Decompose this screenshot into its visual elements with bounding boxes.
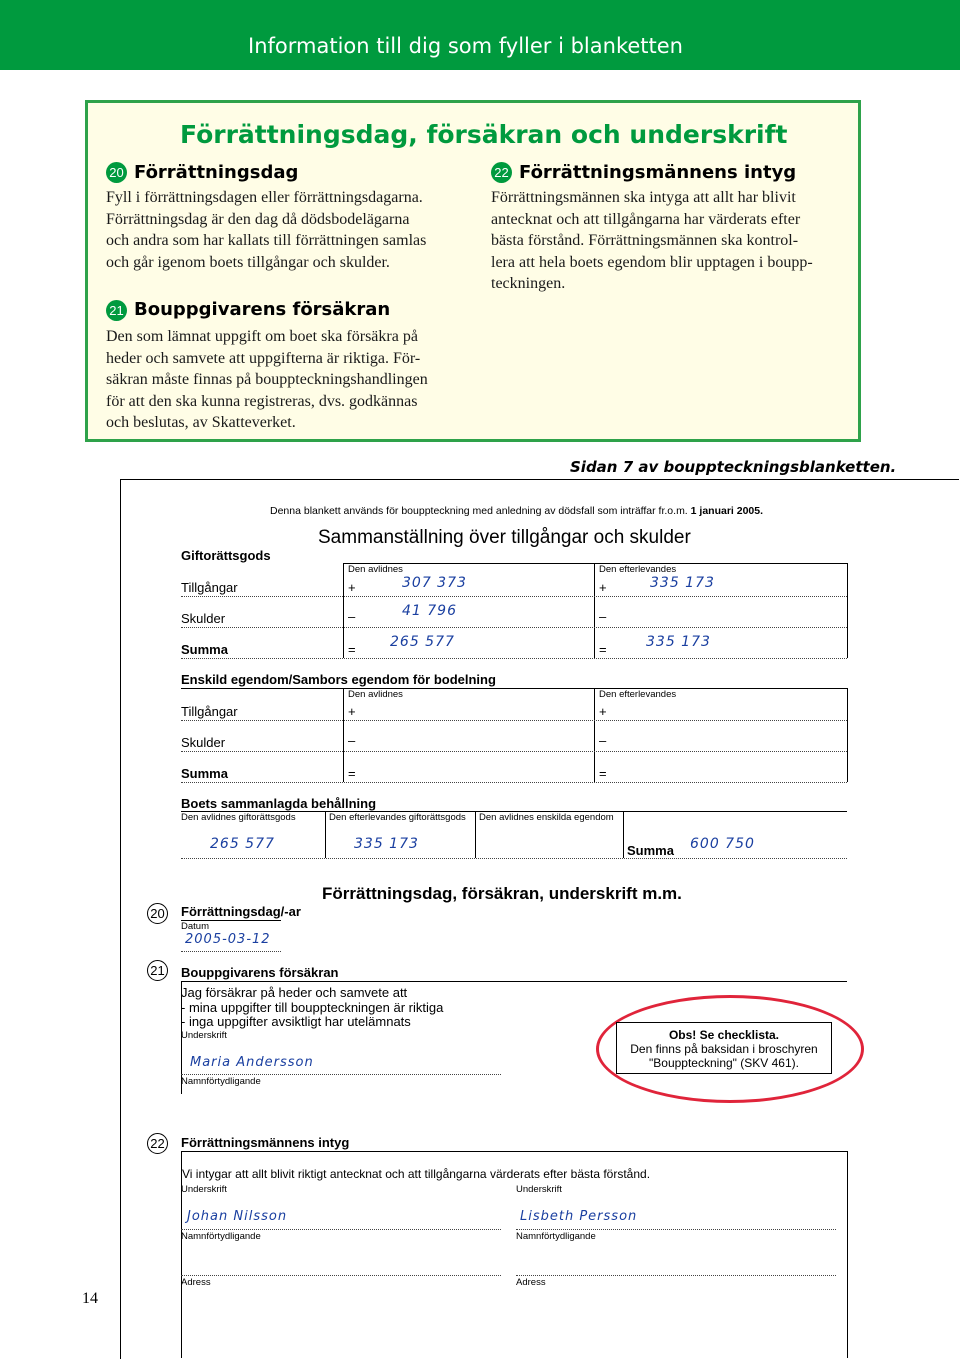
divider (475, 811, 476, 858)
form-number-20: 20 (147, 903, 168, 924)
eq-sign: = (599, 642, 607, 657)
form-title: Sammanställning över tillgångar och skulder (318, 527, 691, 548)
text-line: lera att hela boets egendom blir upptagen i boupp- (491, 253, 813, 271)
section-number-22: 22 (491, 162, 512, 183)
divider (343, 563, 344, 658)
col-efterlevandes-giftorattsgods: Den efterlevandes giftorättsgods (329, 812, 466, 823)
form-title-2: Förrättningsdag, försäkran, underskrift m.m. (322, 884, 682, 903)
boets-efterlevandes-value[interactable]: 335 173 (354, 836, 419, 852)
page-header-title: Information till dig som fyller i blanketten (248, 34, 683, 58)
row-summa: Summa (181, 766, 228, 781)
col-avlidnes-giftorattsgods: Den avlidnes giftorättsgods (181, 812, 296, 823)
section-number-21: 21 (106, 300, 127, 321)
divider (181, 858, 847, 859)
adress-label: Adress (516, 1277, 546, 1288)
divider (181, 1151, 182, 1358)
section-heading-20: Förrättningsdag (134, 162, 299, 183)
col-den-efterlevandes: Den efterlevandes (599, 689, 677, 700)
col-avlidnes-enskilda: Den avlidnes enskilda egendom (479, 812, 614, 823)
text-line: Förrättningsdag är den dag då dödsbodelägarna (106, 210, 410, 228)
col-den-avlidnes: Den avlidnes (348, 564, 403, 575)
text-line: och går igenom boets tillgångar och skulder. (106, 253, 390, 271)
section-text-22 (491, 187, 851, 295)
page-number: 14 (82, 1290, 98, 1307)
minus-sign: – (348, 733, 356, 748)
form-intro (270, 505, 763, 517)
efterlevandes-tillgangar-value[interactable]: 335 173 (650, 575, 715, 591)
text-line: - mina uppgifter till bouppteckningen är riktiga (181, 999, 444, 1015)
form-number-22: 22 (147, 1133, 168, 1154)
form-frame (120, 479, 959, 1359)
divider (847, 688, 848, 782)
underskrift-label: Underskrift (181, 1184, 227, 1195)
text-line: och beslutas, av Skatteverket. (106, 414, 296, 431)
namnfortydligande-label: Namnförtydligande (181, 1076, 261, 1087)
plus-sign: + (599, 580, 607, 595)
text-line: Den som lämnat uppgift om boet ska försäkra på (106, 328, 418, 345)
text-line: Förrättningsmännen ska intyga att allt har blivit (491, 189, 796, 206)
forrattningsdag-label: Förrättningsdag/-ar (181, 904, 301, 919)
forsakran-text (181, 986, 443, 1030)
minus-sign: – (348, 609, 356, 624)
text-line: och andra som har kallats till förrättningen samlas (106, 232, 427, 249)
forrattningsman-2-signature[interactable]: Lisbeth Persson (520, 1209, 638, 1224)
plus-sign: + (599, 704, 607, 719)
underskrift-label: Underskrift (516, 1184, 562, 1195)
divider (325, 811, 326, 858)
divider (181, 782, 847, 783)
divider (181, 1074, 501, 1075)
underskrift-label: Underskrift (181, 1030, 227, 1041)
text-line: teckningen. (491, 275, 566, 292)
intro-text: Denna blankett används för bouppteckning med anledning av dödsfall som inträffar fr.o.m. (270, 505, 688, 517)
col-den-efterlevandes: Den efterlevandes (599, 564, 677, 575)
section-heading-22: Förrättningsmännens intyg (519, 162, 797, 183)
row-skulder: Skulder (181, 611, 226, 626)
divider (594, 688, 595, 782)
row-summa: Summa (181, 642, 228, 657)
checklist-line: Den finns på baksidan i broschyren (630, 1042, 818, 1056)
form-number-21: 21 (147, 960, 168, 981)
divider (181, 1275, 501, 1276)
boets-summa-value[interactable]: 600 750 (690, 836, 755, 852)
eq-sign: = (348, 642, 356, 657)
text-line: Fyll i förrättningsdagen eller förrättningsdagarna. (106, 189, 423, 206)
checklist-notice (616, 1022, 832, 1074)
divider (594, 563, 595, 658)
divider (181, 658, 847, 659)
divider (343, 688, 344, 782)
text-line: - inga uppgifter avsiktligt har utelämnats (181, 1014, 411, 1029)
info-title: Förrättningsdag, försäkran och underskrift (180, 120, 788, 149)
divider (847, 563, 848, 658)
divider (181, 720, 847, 721)
row-tillgangar: Tillgångar (181, 704, 238, 719)
eq-sign: = (348, 766, 356, 781)
section-text-20 (106, 187, 476, 273)
divider (181, 751, 847, 752)
divider (181, 981, 847, 982)
avlidnes-summa-value[interactable]: 265 577 (390, 634, 455, 650)
text-line: för att den ska kunna registreras, dvs. godkännas (106, 392, 418, 410)
page-reference: Sidan 7 av bouppteckningsblanketten. (570, 458, 897, 476)
forrattningsman-1-signature[interactable]: Johan Nilsson (187, 1209, 288, 1224)
divider (181, 1151, 847, 1152)
divider (181, 951, 281, 952)
minus-sign: – (599, 609, 607, 624)
minus-sign: – (599, 733, 607, 748)
text-line: heder och samvete att uppgifterna är riktiga. För- (106, 349, 421, 367)
namnfortydligande-label: Namnförtydligande (516, 1231, 596, 1242)
divider (623, 811, 624, 858)
boets-avlidnes-value[interactable]: 265 577 (210, 836, 275, 852)
avlidnes-tillgangar-value[interactable]: 307 373 (402, 575, 467, 591)
bouppgivarens-label: Bouppgivarens försäkran (181, 965, 339, 980)
checklist-line: Obs! Se checklista. (668, 1028, 780, 1042)
bouppgivare-signature[interactable]: Maria Andersson (190, 1055, 314, 1070)
divider (516, 1275, 836, 1276)
section-heading-21: Bouppgivarens försäkran (134, 299, 391, 320)
forrattningsdag-date[interactable]: 2005-03-12 (185, 932, 271, 947)
text-line: bästa förstånd. Förrättningsmännen ska kontrol- (491, 232, 799, 249)
plus-sign: + (348, 580, 356, 595)
text-line: Jag försäkrar på heder och samvete att (181, 985, 408, 1000)
checklist-line: "Bouppteckning" (SKV 461). (649, 1056, 799, 1070)
row-skulder: Skulder (181, 735, 226, 750)
intro-date: 1 januari 2005. (690, 505, 764, 517)
efterlevandes-summa-value[interactable]: 335 173 (646, 634, 711, 650)
divider (181, 627, 847, 628)
avlidnes-skulder-value[interactable]: 41 796 (402, 603, 457, 619)
intyg-text: Vi intygar att allt blivit riktigt antecknat och att tillgångarna värderats efter bästa förstånd. (182, 1167, 651, 1181)
giftorattsgods-label: Giftorättsgods (181, 548, 271, 563)
namnfortydligande-label: Namnförtydligande (181, 1231, 261, 1242)
enskild-label: Enskild egendom/Sambors egendom för bodelning (181, 672, 496, 687)
text-line: antecknat och att tillgångarna har värderats efter (491, 210, 801, 228)
adress-label: Adress (181, 1277, 211, 1288)
divider (181, 688, 847, 689)
boets-label: Boets sammanlagda behållning (181, 796, 377, 811)
divider (516, 1229, 836, 1230)
datum-label: Datum (181, 921, 209, 932)
text-line: säkran måste finnas på bouppteckningshandlingen (106, 371, 428, 388)
divider (847, 1151, 848, 1358)
divider (181, 596, 847, 597)
divider (181, 1229, 501, 1230)
forrattningsmannens-label: Förrättningsmännens intyg (181, 1135, 350, 1150)
section-number-20: 20 (106, 162, 127, 183)
plus-sign: + (348, 704, 356, 719)
row-tillgangar: Tillgångar (181, 580, 238, 595)
section-text-21 (106, 326, 476, 434)
divider (343, 563, 848, 564)
eq-sign: = (599, 766, 607, 781)
col-den-avlidnes: Den avlidnes (348, 689, 403, 700)
summa-label: Summa (627, 843, 674, 858)
